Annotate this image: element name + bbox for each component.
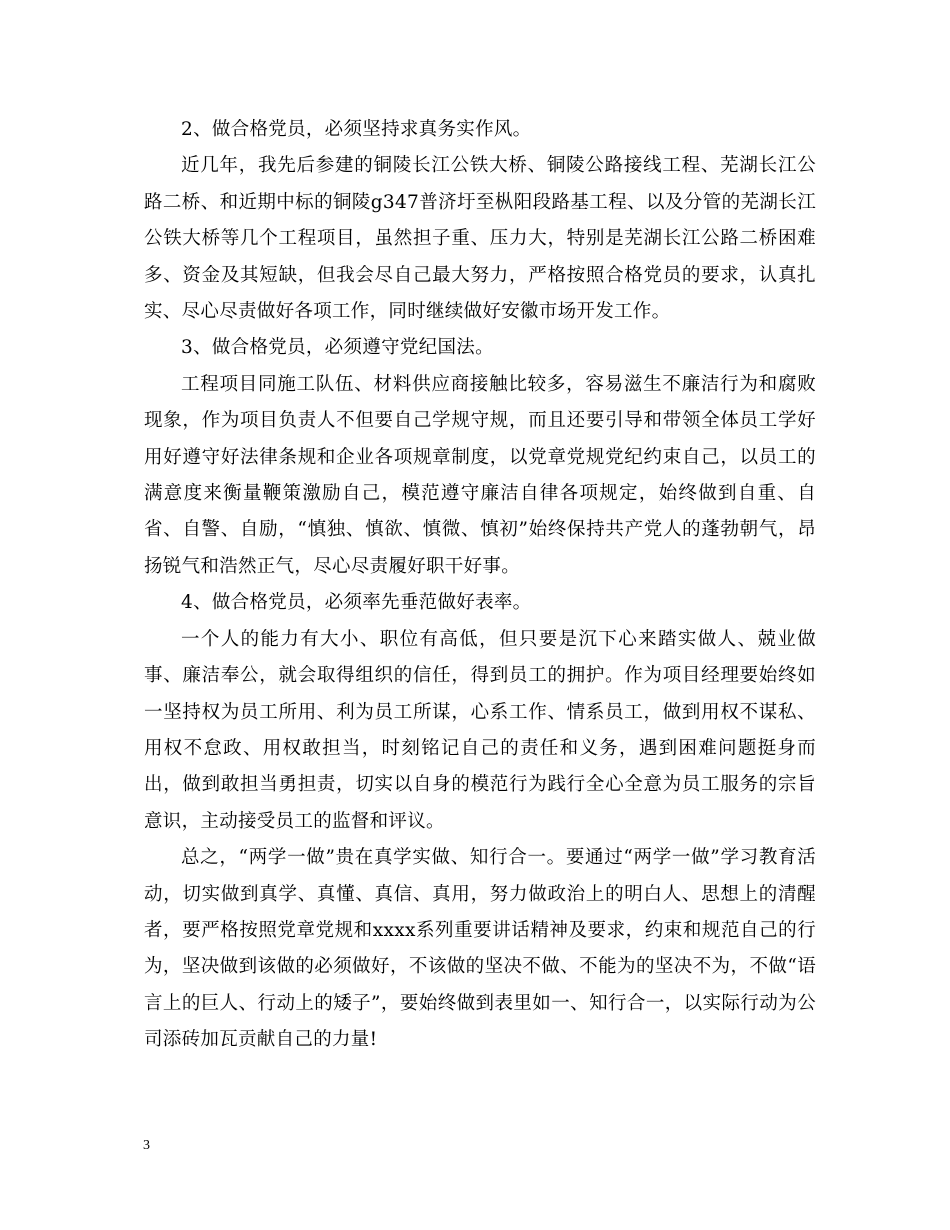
section-heading-2: 2、做合格党员，必须坚持求真务实作风。 bbox=[181, 119, 532, 140]
document-body bbox=[144, 112, 816, 1059]
section-heading-4: 4、做合格党员，必须率先垂范做好表率。 bbox=[181, 592, 532, 614]
page-number: 3 bbox=[143, 1138, 150, 1153]
paragraph-example: 一个人的能力有大小、职位有高低，但只要是沉下心来踏实做人、兢业做事、廉洁奉公，就会取得组织的信任，得到员工的拥护。作为项目经理要始终如一坚持权为员工所用、利为员工所谋，心系工作、情系员工，做到用权不谋私、用权不怠政、用权敢担当，时刻铭记自己的责任和义务，遇到困难问题挺身而出，做到敢担当勇担责，切实以自身的模范行为践行全心全意为员工服务的宗旨意识，主动接受员工的监督和评议。 bbox=[144, 628, 816, 832]
paragraph-discipline: 工程项目同施工队伍、材料供应商接触比较多，容易滋生不廉洁行为和腐败现象，作为项目负责人不但要自己学规守规，而且还要引导和带领全体员工学好用好遵守好法律条规和企业各项规章制度，以党章党规党纪约束自己，以员工的满意度来衡量鞭策激励自己，模范遵守廉洁自律各项规定，始终做到自重、自省、自警、自励，“慎独、慎欲、慎微、慎初”始终保持共产党人的蓬勃朝气，昂扬锐气和浩然正气，尽心尽责履好职干好事。 bbox=[144, 373, 816, 577]
paragraph-projects: 近几年，我先后参建的铜陵长江公铁大桥、铜陵公路接线工程、芜湖长江公路二桥、和近期中标的铜陵g347普济圩至枞阳段路基工程、以及分管的芜湖长江公铁大桥等几个工程项目，虽然担子重、压力大，特别是芜湖长江公路二桥困难多、资金及其短缺，但我会尽自己最大努力，严格按照合格党员的要求，认真扎实、尽心尽责做好各项工作，同时继续做好安徽市场开发工作。 bbox=[144, 155, 816, 323]
section-heading-3: 3、做合格党员，必须遵守党纪国法。 bbox=[181, 337, 494, 359]
paragraph-conclusion: 总之，“两学一做”贵在真学实做、知行合一。要通过“两学一做”学习教育活动，切实做到真学、真懂、真信、真用，努力做政治上的明白人、思想上的清醒者，要严格按照党章党规和xxxx系列重要讲话精神及要求，约束和规范自己的行为，坚决做到该做的必须做好，不该做的坚决不做、不能为的坚决不为，不做“语言上的巨人、行动上的矮子”，要始终做到表里如一、知行合一，以实际行动为公司添砖加瓦贡献自己的力量! bbox=[144, 847, 816, 1051]
